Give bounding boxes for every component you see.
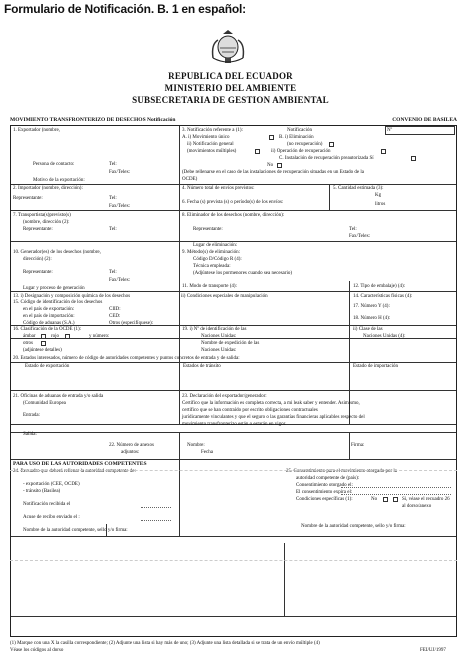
s18-label: 18. Número H (4): — [353, 316, 391, 321]
s24-tr: - tránsito (Basilea) — [23, 489, 61, 494]
s15-exp: en el país de exportación: — [23, 307, 75, 312]
s24-title: 24. Recuadro que deberá rellenar la autoridad competente de: — [13, 469, 136, 474]
s21-sub: (Comunidad Europea — [23, 401, 66, 406]
s7-sub: (nombre, dirección (2): — [23, 220, 70, 225]
s6-title: 6. Fecha (s) prevista (s) o período(s) de los envíos: — [182, 200, 284, 205]
s2-rep-label: Representante: — [13, 196, 43, 201]
footer-note-1: (1) Marque con una X la casilla correspondiente; (2) Adjunte una lista si hay más de uno; (3) Adjunte una lista detallada si se trata de un envío múltiple (4) — [10, 641, 320, 646]
s15-imp: en el país de importación: — [23, 314, 75, 319]
s3-note: (Debe rellenarse en el caso de las instalaciones de recuperación situadas en un Estado de la — [182, 170, 365, 175]
conditions-no-checkbox[interactable] — [383, 497, 388, 502]
s25-dorso: al dorso/anexo — [402, 504, 432, 509]
s7-title: 7. Transportista(s)previsto(s) — [13, 213, 71, 218]
s15-customs: Código de aduanas (S.A.) — [23, 321, 75, 326]
s21-sal: Salida: — [23, 432, 37, 437]
s23-line-3: jurídicamente vinculantes y que el seguro o las garantías financieras aplicables respecto del — [182, 415, 365, 420]
ecuador-coat-of-arms-icon — [207, 28, 249, 66]
footer-note-2: Véase los códigos al dorso — [10, 648, 64, 653]
s24-nom: Nombre de la autoridad competente, sello y/o firma: — [23, 528, 128, 533]
disposal-checkbox[interactable] — [329, 142, 334, 147]
s22-title: 22. Número de anexos — [109, 443, 154, 448]
s2-fax-label: Fax/Telex: — [109, 204, 131, 209]
s5-litros: litros — [375, 202, 386, 207]
s3-notif-label: Notificación — [287, 128, 312, 133]
s16-adj: (adjúntese detalles) — [23, 348, 62, 353]
s24-acuse: Acuse de recibo enviado el : — [23, 515, 80, 520]
s11-label: 11. Modo de transporte (4): — [182, 284, 237, 289]
s25-date: Consentimiento otorgado el: — [296, 483, 353, 488]
conditions-yes-checkbox[interactable] — [393, 497, 398, 502]
title-ministry: MINISTERIO DEL AMBIENTE — [164, 83, 297, 93]
ambar-checkbox[interactable] — [41, 334, 46, 339]
s15-other: Otros (especifíquese): — [109, 321, 154, 326]
s15-title: 15. Código de identificación de los desechos — [13, 300, 103, 305]
s25-si: Si, véase el recuadro 26 — [402, 497, 450, 502]
s9-tec-label: Técnica empleada: — [193, 264, 231, 269]
s8-rep-label: Representante: — [193, 227, 223, 232]
s2-title: 2. Importador (nombre, dirección): — [13, 186, 83, 191]
preauthorized-yes-checkbox[interactable] — [411, 156, 416, 161]
s5-kg: Kg — [375, 193, 382, 198]
s9-adj-label: (Adjúntese los pormenores cuando sea necesario) — [193, 271, 292, 276]
general-notification-checkbox[interactable] — [255, 149, 260, 154]
s12-label: 12. Tipo de embalaje) (4): — [353, 284, 406, 289]
s24-ex: - exportación (CEE, OCDE) — [23, 482, 80, 487]
s23-firma: Firma: — [351, 443, 365, 448]
s23-title: 23. Declaración del exportador/generador: — [182, 394, 267, 399]
s25-no: No — [371, 497, 378, 502]
s7-tel-label: Tel: — [109, 227, 117, 232]
s10-fax-label: Fax/Telex: — [109, 278, 131, 283]
s23-nombre: Nombre: — [187, 443, 205, 448]
s16-rojo: rojo — [51, 334, 60, 339]
s1-title: 1. Exportador (nombre, — [13, 128, 60, 133]
preauthorized-no-checkbox[interactable] — [277, 163, 282, 168]
s10-lugar-label: Lugar y proceso de generación — [23, 286, 85, 291]
s21-ent: Entrada: — [23, 413, 40, 418]
s3-norecovery-label: (no recuperación) — [287, 142, 323, 147]
s25-exp: El consentimiento expira el: — [296, 490, 353, 495]
s3-single-label: A. i) Movimiento único — [182, 135, 230, 140]
s20-title: 20. Estados interesados, número de código de autoridades competentes y puntos concretos de entrada y de salida: — [13, 356, 240, 361]
s16-num: y número: — [89, 334, 110, 339]
s3-title: 3. Notificación referente a (1): — [182, 128, 243, 133]
s1-tel-label: Tel: — [109, 162, 117, 167]
s23-fecha: Fecha — [201, 450, 213, 455]
s1-contact-label: Persona de contacto: — [33, 162, 75, 167]
s1-motive-label: Motivo de la exportación: — [33, 178, 85, 183]
s10-rep-label: Representante: — [23, 270, 53, 275]
s3-disposal-label: B. i) Eliminación — [279, 135, 314, 140]
form-code: FEI/UJ/1997 — [420, 648, 446, 653]
s13-label: 13. i) Designación y composición química de los desechos — [13, 294, 131, 299]
s19-nu2: Naciones Unidas: — [201, 348, 237, 353]
s25-sub: autoridad competente de (país): — [296, 476, 360, 481]
recovery-operation-checkbox[interactable] — [381, 149, 386, 154]
s3-recovery-label: ii) Operación de recuperación — [271, 149, 331, 154]
s8-title: 8. Eliminador de los desechos (nombre, dirección): — [182, 213, 285, 218]
s10-sub: dirección) (2): — [23, 257, 52, 262]
s15-ced: CED: — [109, 314, 121, 319]
s5-title: 5. Cantidad estimada (3): — [333, 186, 384, 191]
notification-heading: MOVIMIENTO TRANSFRONTERIZO DE DESECHOS Notificación — [10, 117, 176, 123]
title-subsecretariat: SUBSECRETARIA DE GESTION AMBIENTAL — [132, 95, 329, 105]
s19b-title: ii) Clase de las — [353, 327, 383, 332]
s20-tra: Estados de tránsito — [183, 364, 221, 369]
rojo-checkbox[interactable] — [65, 334, 70, 339]
s17-label: 17. Número Y (4): — [353, 304, 390, 309]
s25-title: 25. Consentimiento para el movimiento otorgado por la — [286, 469, 397, 474]
s3-general-label: ii) Notificación general — [187, 142, 234, 147]
s10-title: 10. Generador(es) de los desechos (nombre, — [13, 250, 101, 255]
authorities-heading: PARA USO DE LAS AUTORIDADES COMPETENTES — [13, 461, 147, 467]
s19b-sub: Naciones Unidas (4): — [363, 334, 406, 339]
s20-exp: Estado de exportación — [25, 364, 70, 369]
form-header-bar — [10, 116, 457, 124]
convention-heading: CONVENIO DE BASILEA — [392, 117, 457, 123]
s10-tel-label: Tel: — [109, 270, 117, 275]
s7-rep-label: Representante: — [23, 227, 53, 232]
notification-number-field[interactable] — [385, 126, 455, 135]
s3-ocde: OCDE) — [182, 177, 198, 182]
single-movement-checkbox[interactable] — [269, 135, 274, 140]
s15-ciid: CIID: — [109, 307, 121, 312]
s20-imp: Estado de importación — [353, 364, 398, 369]
s19-nom: Nombre de expedición de las — [201, 341, 260, 346]
s4-title: 4. Número total de envíos previstos: — [182, 186, 255, 191]
s16-title: 16. Clasificación de la OCDE (1): — [13, 327, 82, 332]
s9-code-label: Código D/Código R (4): — [193, 257, 242, 262]
s8-lugar-label: Lugar de eliminación: — [193, 243, 238, 248]
s13b-label: ii) Condiciones especiales de manipulación — [181, 294, 268, 299]
s8-fax-label: Fax/Telex: — [349, 234, 371, 239]
otros-checkbox[interactable] — [41, 341, 46, 346]
s21-title: 21. Oficinas de aduanas de entrada y/o salida — [13, 394, 104, 399]
s8-tel-label: Tel: — [349, 227, 357, 232]
s25-cond: Condiciones específicas (1): — [296, 497, 353, 502]
s19-nu: Naciones Unidas: — [201, 334, 237, 339]
s16-ambar: ámbar — [23, 334, 36, 339]
s23-line-1: Certifico que la información es completa correcta, a mi leak saber y entender. Asimismo, — [182, 401, 360, 406]
s1-fax-label: Fax/Telex: — [109, 170, 131, 175]
s2-tel-label: Tel: — [109, 196, 117, 201]
s23-line-2: certifico que se han contraído por escrito obligaciones contractuales — [182, 408, 318, 413]
s9-title: 9. Método(s) de eliminación: — [182, 250, 241, 255]
s22-sub: adjuntos: — [121, 450, 140, 455]
s14-label: 14. Características físicas (4): — [353, 294, 413, 299]
s25-nom: Nombre de la autoridad competente, sello y/o firma: — [301, 524, 406, 529]
title-republic: REPUBLICA DEL ECUADOR — [168, 71, 293, 81]
s19-title: 19. i) Nº de identificación de las — [182, 327, 247, 332]
s3-multiple-label: (movimientos múltiples) — [187, 149, 237, 154]
s24-rec: Notificación recibida el — [23, 502, 71, 507]
s3-no-label: Nº — [387, 128, 393, 133]
s16-otros: otros — [23, 341, 33, 346]
header-title: Formulario de Notificación. B. 1 en español: — [4, 2, 246, 16]
s3-preauth-label: C. Instalación de recuperación preautorizada Sí — [279, 156, 374, 161]
s23-line-4: movimiento transfronterizo están o estarán en vigor. — [182, 422, 287, 427]
s3-no-option: No — [267, 163, 274, 168]
